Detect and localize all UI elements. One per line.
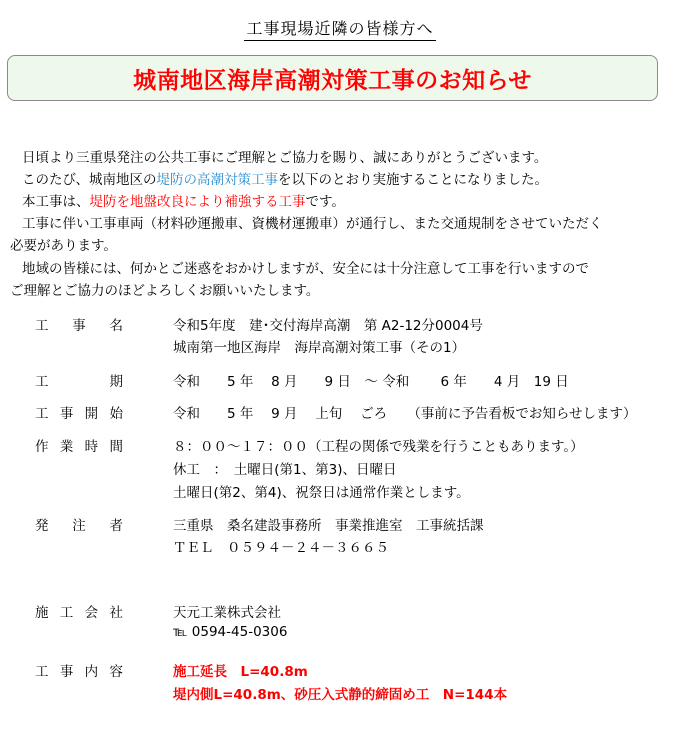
contractor-phone: ℡ 0594-45-0306 xyxy=(173,624,288,640)
period-value: 令和 5 年 8 月 9 日 ～ 令和 6 年 4 月 19 日 xyxy=(173,374,569,390)
project-name-1: 令和5年度 建･交付海岸高潮 第 A2-12分0004号 xyxy=(173,318,483,334)
start-value: 令和 5 年 9 月 上旬 ごろ （事前に予告看板でお知らせします） xyxy=(173,406,637,422)
label-start: 工 事 開 始 xyxy=(35,406,123,422)
label-project-name: 工 事 名 xyxy=(35,318,123,334)
content-value-2: 堤内側L=40.8m、砂圧入式静的締固め工 N=144本 xyxy=(173,687,508,703)
intro-line-5: 必要があります。 xyxy=(10,238,117,254)
label-period: 工 期 xyxy=(35,374,123,390)
project-name-2: 城南第一地区海岸 海岸高潮対策工事（その1） xyxy=(173,340,466,356)
hours-value-2: 休工 ： 土曜日(第1、第3)、日曜日 xyxy=(173,462,397,478)
greeting-text: 工事現場近隣の皆様方へ xyxy=(244,19,435,41)
label-content: 工 事 内 容 xyxy=(35,664,123,680)
intro-highlight-ground: 堤防を地盤改良により補強する工事 xyxy=(89,194,306,210)
label-client: 発 注 者 xyxy=(35,518,123,534)
intro-line-4: 工事に伴い工事車両（材料砂運搬車、資機材運搬車）が通行し、また交通規制をさせていただく xyxy=(22,216,603,232)
intro-line-6: 地域の皆様には、何かとご迷惑をおかけしますが、安全には十分注意して工事を行いますので xyxy=(22,261,589,277)
hours-value-1: ８：００～１７：００（工程の関係で残業を行うこともあります。） xyxy=(173,439,584,455)
intro-line-1: 日頃より三重県発注の公共工事にご理解とご協力を賜り、誠にありがとうございます。 xyxy=(22,150,548,166)
client-phone: ＴＥＬ ０５９４－２４－３６６５ xyxy=(173,540,389,556)
intro-line-7: ご理解とご協力のほどよろしくお願いいたします。 xyxy=(10,283,320,299)
hours-value-3: 土曜日(第2、第4)、祝祭日は通常作業とします。 xyxy=(173,485,470,501)
label-contractor: 施 工 会 社 xyxy=(35,605,123,621)
intro-line-2: このたび、城南地区の堤防の高潮対策工事を以下のとおり実施することになりました。 xyxy=(22,172,548,188)
content-value-1: 施工延長 L=40.8m xyxy=(173,664,308,680)
contractor-name: 天元工業株式会社 xyxy=(173,605,281,621)
greeting-heading xyxy=(0,16,680,39)
client-value-1: 三重県 桑名建設事務所 事業推進室 工事統括課 xyxy=(173,518,484,534)
label-hours: 作 業 時 間 xyxy=(35,439,123,455)
intro-highlight-levee: 堤防の高潮対策工事 xyxy=(156,172,278,188)
intro-line-3: 本工事は、堤防を地盤改良により補強する工事です。 xyxy=(22,194,345,210)
notice-title: 城南地区海岸高潮対策工事のお知らせ xyxy=(133,67,532,94)
notice-title-box xyxy=(7,55,658,101)
